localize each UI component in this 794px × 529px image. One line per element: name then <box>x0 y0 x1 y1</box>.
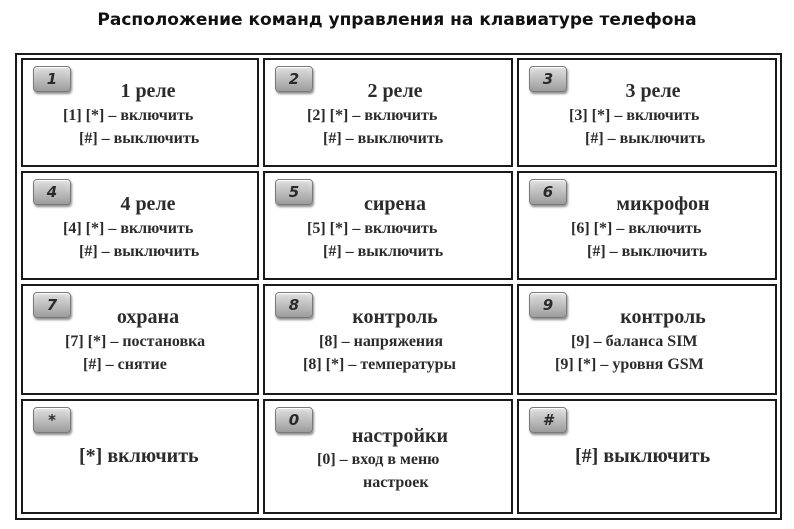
cell-line-1: [1] [*] – включить <box>63 107 194 124</box>
cell-line-1: [9] – баланса SIM <box>571 333 698 350</box>
cell-line-1: [5] [*] – включить <box>307 220 438 237</box>
cell-line-2: [8] [*] – температуры <box>303 356 457 373</box>
cell-text: [#] выключить <box>575 445 711 467</box>
cell-line-2: [9] [*] – уровня GSM <box>555 356 704 373</box>
cell-line-1: [2] [*] – включить <box>307 107 438 124</box>
cell-line-2: [#] – выключить <box>585 130 706 147</box>
cell-key-7 <box>21 284 259 395</box>
key-0-icon <box>275 407 313 433</box>
cell-key-hash <box>517 399 777 514</box>
hash-key-icon <box>529 407 567 433</box>
key-3-label: 3 <box>534 70 562 87</box>
cell-heading: 1 реле <box>120 80 176 102</box>
key-7-label: 7 <box>38 296 66 313</box>
cell-heading: настройки <box>351 425 449 447</box>
key-7-icon <box>33 292 71 318</box>
cell-line-1: [3] [*] – включить <box>569 107 700 124</box>
cell-heading: охрана <box>116 306 180 328</box>
key-9-icon <box>529 292 567 318</box>
cell-key-6 <box>517 171 777 280</box>
star-key-icon <box>33 407 71 433</box>
cell-line-1: [7] [*] – постановка <box>65 333 206 350</box>
key-3-icon <box>529 66 567 92</box>
cell-line-2: настроек <box>363 474 429 491</box>
cell-key-1 <box>21 58 259 167</box>
key-2-label: 2 <box>280 70 308 87</box>
cell-heading: 3 реле <box>625 80 681 102</box>
key-6-icon <box>529 179 567 205</box>
cell-line-2: [#] – выключить <box>323 243 444 260</box>
key-5-icon <box>275 179 313 205</box>
page-title: Расположение команд управления на клавиатуре телефона <box>97 10 697 30</box>
cell-line-1: [0] – вход в меню <box>317 451 440 468</box>
key-4-label: 4 <box>38 183 66 200</box>
cell-key-8 <box>263 284 513 395</box>
cell-key-2 <box>263 58 513 167</box>
cell-line-2: [#] – выключить <box>79 243 200 260</box>
cell-key-3 <box>517 58 777 167</box>
cell-heading: микрофон <box>616 193 710 215</box>
key-4-icon <box>33 179 71 205</box>
cell-line-1: [6] [*] – включить <box>571 220 702 237</box>
cell-heading: 2 реле <box>367 80 423 102</box>
key-8-label: 8 <box>280 296 308 313</box>
cell-heading: 4 реле <box>120 193 176 215</box>
cell-line-2: [#] – выключить <box>323 130 444 147</box>
cell-line-2: [#] – выключить <box>587 243 708 260</box>
key-2-icon <box>275 66 313 92</box>
key-6-label: 6 <box>534 183 562 200</box>
key-star-label: * <box>38 411 66 428</box>
cell-line-1: [4] [*] – включить <box>63 220 194 237</box>
cell-key-0 <box>263 399 513 514</box>
cell-key-star <box>21 399 259 514</box>
cell-heading: сирена <box>364 193 426 215</box>
key-5-label: 5 <box>280 183 308 200</box>
key-1-icon <box>33 66 71 92</box>
key-hash-label: # <box>534 411 562 428</box>
key-1-label: 1 <box>38 70 66 87</box>
cell-heading: контроль <box>620 306 706 328</box>
cell-key-4 <box>21 171 259 280</box>
key-8-icon <box>275 292 313 318</box>
cell-heading: контроль <box>352 306 438 328</box>
cell-line-1: [8] – напряжения <box>319 333 444 350</box>
cell-line-2: [#] – снятие <box>83 356 167 373</box>
cell-line-2: [#] – выключить <box>79 130 200 147</box>
cell-text: [*] включить <box>79 445 199 467</box>
cell-key-9 <box>517 284 777 395</box>
cell-key-5 <box>263 171 513 280</box>
key-0-label: 0 <box>280 411 308 428</box>
key-9-label: 9 <box>534 296 562 313</box>
